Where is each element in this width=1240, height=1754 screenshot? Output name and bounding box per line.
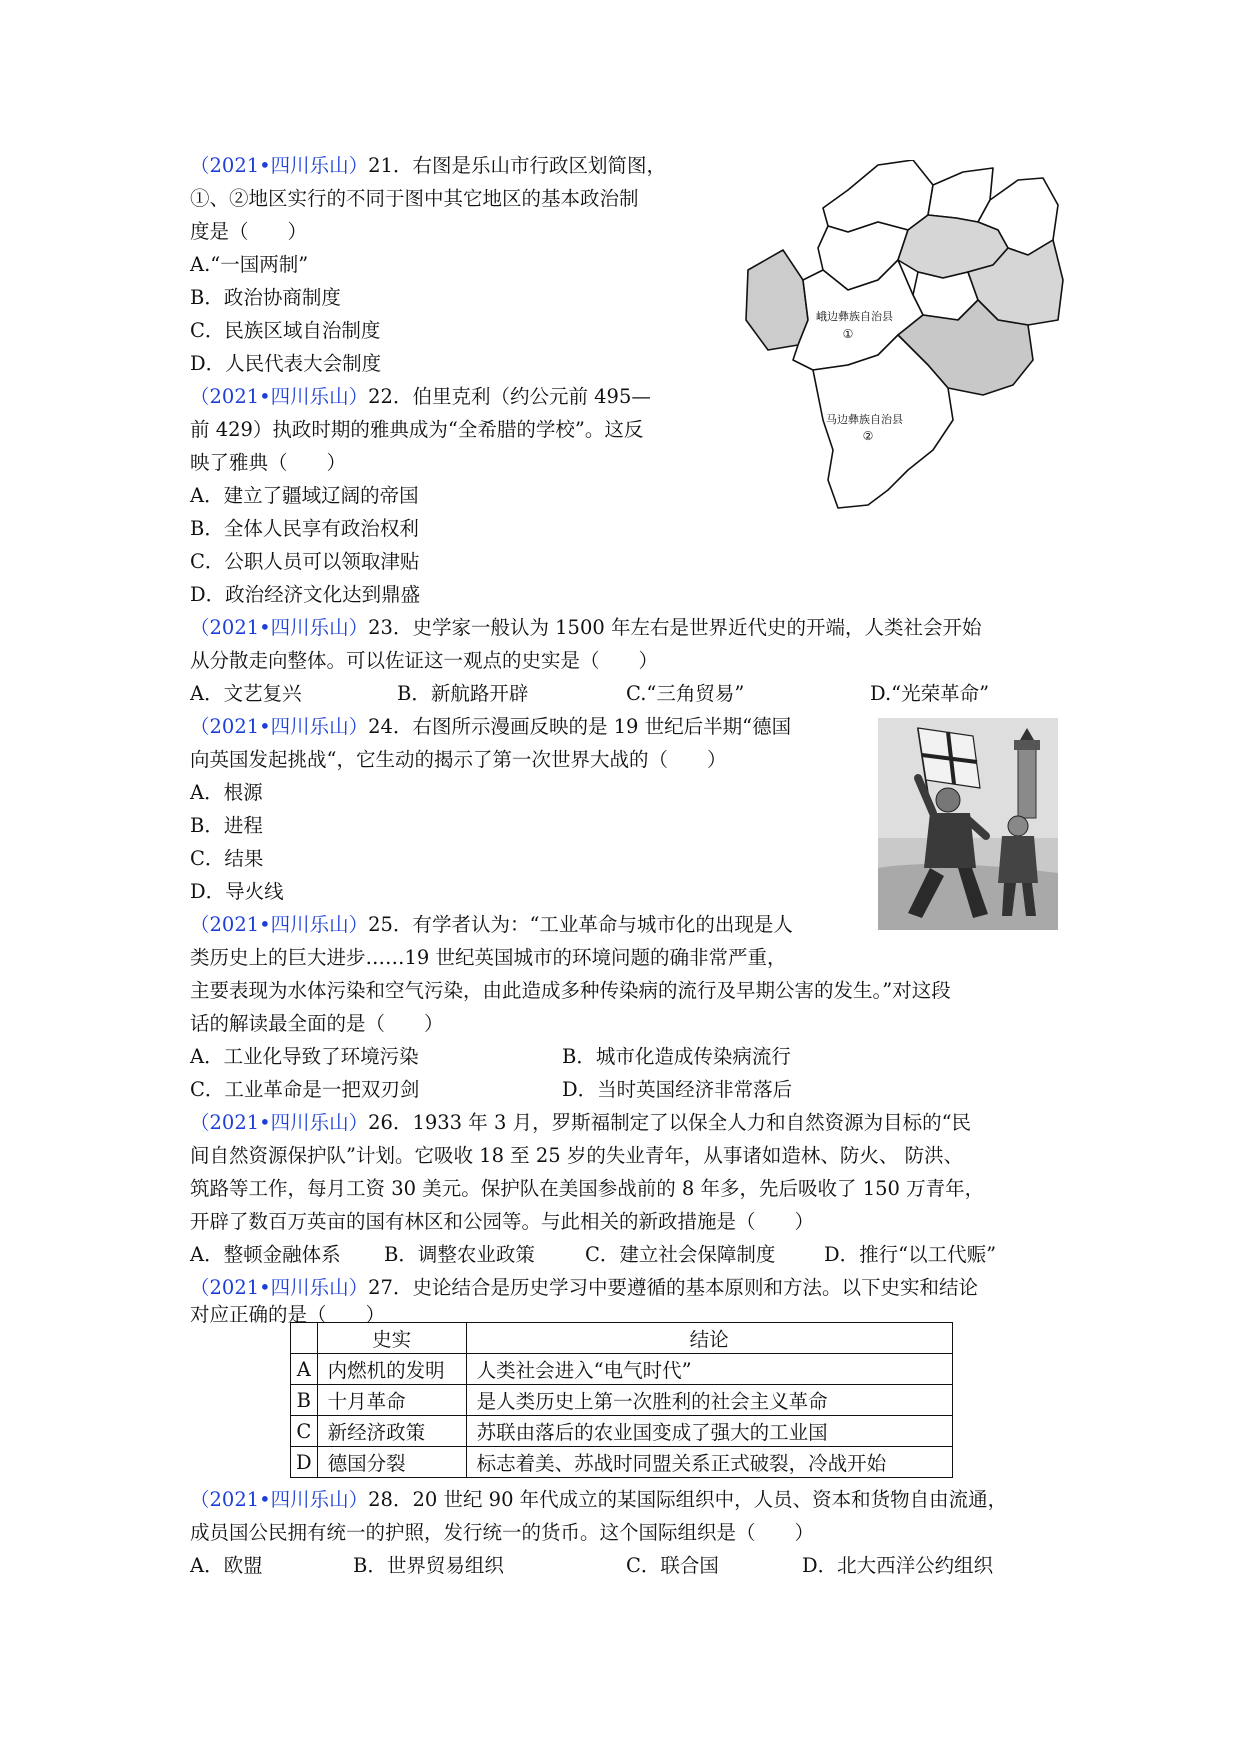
- q24-line-2: 向英国发起挑战“，它生动的揭示了第一次世界大战的（ ）: [190, 748, 727, 771]
- map-label-ebian: 峨边彝族自治县: [816, 310, 893, 323]
- q23-option-b: B．新航路开辟: [397, 682, 529, 705]
- q25-option-d: D．当时英国经济非常落后: [562, 1078, 793, 1101]
- table-header-conclusion: 结论: [466, 1323, 952, 1354]
- q26-line-4: 开辟了数百万英亩的国有林区和公园等。与此相关的新政措施是（ ）: [190, 1210, 815, 1233]
- q21-line-3: 度是（ ）: [190, 220, 308, 243]
- table-header-row: [291, 1323, 953, 1354]
- q28-option-a: A．欧盟: [190, 1554, 263, 1577]
- q22-option-a: A．建立了疆域辽阔的帝国: [190, 484, 419, 507]
- q28-source: （2021•四川乐山）: [190, 1488, 369, 1511]
- q21-option-c: C．民族区域自治制度: [190, 319, 381, 342]
- q26-line-2: 间自然资源保护队”计划。它吸收 18 至 25 岁的失业青年，从事诸如造林、防火、 防洪、: [190, 1144, 964, 1167]
- q27-line-1: （2021•四川乐山）27．史论结合是历史学习中要遵循的基本原则和方法。以下史实和结论: [190, 1276, 978, 1299]
- q23-line-1: （2021•四川乐山）23．史学家一般认为 1500 年左右是世界近代史的开端，人类社会开始: [190, 616, 982, 639]
- q26-source: （2021•四川乐山）: [190, 1111, 369, 1134]
- q28-line-1: （2021•四川乐山）28．20 世纪 90 年代成立的某国际组织中，人员、资本和货物自由流通，: [190, 1488, 1008, 1511]
- q27-source: （2021•四川乐山）: [190, 1276, 369, 1299]
- q26-line-3: 筑路等工作，每月工资 30 美元。保护队在美国参战前的 8 年多，先后吸收了 150 万青年，: [190, 1177, 985, 1200]
- q27-table: [290, 1322, 953, 1478]
- q26-option-d: D．推行“以工代赈”: [824, 1243, 997, 1266]
- map-region-west-strip: [746, 250, 808, 350]
- cartoon-illustration: [878, 718, 1058, 930]
- q25-line-3: 主要表现为水体污染和空气污染，由此造成多种传染病的流行及早期公害的发生。”对这段: [190, 979, 951, 1002]
- q25-option-b: B．城市化造成传染病流行: [562, 1045, 791, 1068]
- q25-line-2: 类历史上的巨大进步……19 世纪英国城市的环境问题的确非常严重，: [190, 946, 787, 969]
- q24-option-b: B．进程: [190, 814, 263, 837]
- q22-option-c: C．公职人员可以领取津贴: [190, 550, 420, 573]
- table-row: B 十月革命 是人类历史上第一次胜利的社会主义革命: [291, 1385, 953, 1416]
- q25-line-4: 话的解读最全面的是（ ）: [190, 1012, 444, 1035]
- q24-line-1: （2021•四川乐山）24．右图所示漫画反映的是 19 世纪后半期“德国: [190, 715, 792, 738]
- q26-line-1: （2021•四川乐山）26．1933 年 3 月，罗斯福制定了以保全人力和自然资源为目标的“民: [190, 1111, 972, 1134]
- map-mark-2: ②: [862, 429, 874, 443]
- q26-option-b: B．调整农业政策: [384, 1243, 535, 1266]
- q24-option-d: D．导火线: [190, 880, 284, 903]
- q24-option-c: C．结果: [190, 847, 264, 870]
- q22-line-2: 前 429）执政时期的雅典成为“全希腊的学校”。这反: [190, 418, 644, 441]
- q24-option-a: A．根源: [190, 781, 263, 804]
- q21-source: （2021•四川乐山）: [190, 154, 369, 177]
- q22-line-1: （2021•四川乐山）22．伯里克利（约公元前 495—: [190, 385, 651, 408]
- table-row: D 德国分裂 标志着美、苏战时同盟关系正式破裂，冷战开始: [291, 1447, 953, 1478]
- q21-option-d: D．人民代表大会制度: [190, 352, 382, 375]
- q23-source: （2021•四川乐山）: [190, 616, 369, 639]
- q23-line-2: 从分散走向整体。可以佐证这一观点的史实是（ ）: [190, 649, 659, 672]
- table-header-key: [291, 1323, 318, 1354]
- q25-line-1: （2021•四川乐山）25．有学者认为：“工业革命与城市化的出现是人: [190, 913, 793, 936]
- q27-line-2: 对应正确的是（ ）: [190, 1303, 386, 1326]
- q22-source: （2021•四川乐山）: [190, 385, 369, 408]
- q28-line-2: 成员国公民拥有统一的护照，发行统一的货币。这个国际组织是（ ）: [190, 1521, 815, 1544]
- q22-option-d: D．政治经济文化达到鼎盛: [190, 583, 421, 606]
- q21-line-2: ①、②地区实行的不同于图中其它地区的基本政治制: [190, 187, 639, 210]
- q25-option-c: C．工业革命是一把双刃剑: [190, 1078, 420, 1101]
- q25-option-a: A．工业化导致了环境污染: [190, 1045, 419, 1068]
- q26-option-a: A．整顿金融体系: [190, 1243, 341, 1266]
- leshan-map: [728, 160, 1068, 510]
- map-label-mabian: 马边彝族自治县: [826, 413, 903, 426]
- table-header-fact: 史实: [317, 1323, 466, 1354]
- map-mark-1: ①: [842, 327, 854, 341]
- q28-option-b: B．世界贸易组织: [353, 1554, 504, 1577]
- table-row: C 新经济政策 苏联由落后的农业国变成了强大的工业国: [291, 1416, 953, 1447]
- q22-line-3: 映了雅典（ ）: [190, 451, 347, 474]
- q21-option-b: B．政治协商制度: [190, 286, 341, 309]
- map-region-north: [823, 160, 933, 232]
- q28-option-c: C．联合国: [626, 1554, 719, 1577]
- q23-option-a: A．文艺复兴: [190, 682, 302, 705]
- q22-option-b: B．全体人民享有政治权利: [190, 517, 419, 540]
- table-row: A 内燃机的发明 人类社会进入“电气时代”: [291, 1354, 953, 1385]
- q28-option-d: D．北大西洋公约组织: [802, 1554, 994, 1577]
- q24-source: （2021•四川乐山）: [190, 715, 369, 738]
- q26-option-c: C．建立社会保障制度: [585, 1243, 776, 1266]
- q21-option-a: A.“一国两制”: [190, 253, 309, 276]
- q23-option-d: D.“光荣革命”: [870, 682, 990, 705]
- q23-option-c: C.“三角贸易”: [626, 682, 745, 705]
- q25-source: （2021•四川乐山）: [190, 913, 369, 936]
- q21-line-1: （2021•四川乐山）21．右图是乐山市行政区划简图，: [190, 154, 666, 177]
